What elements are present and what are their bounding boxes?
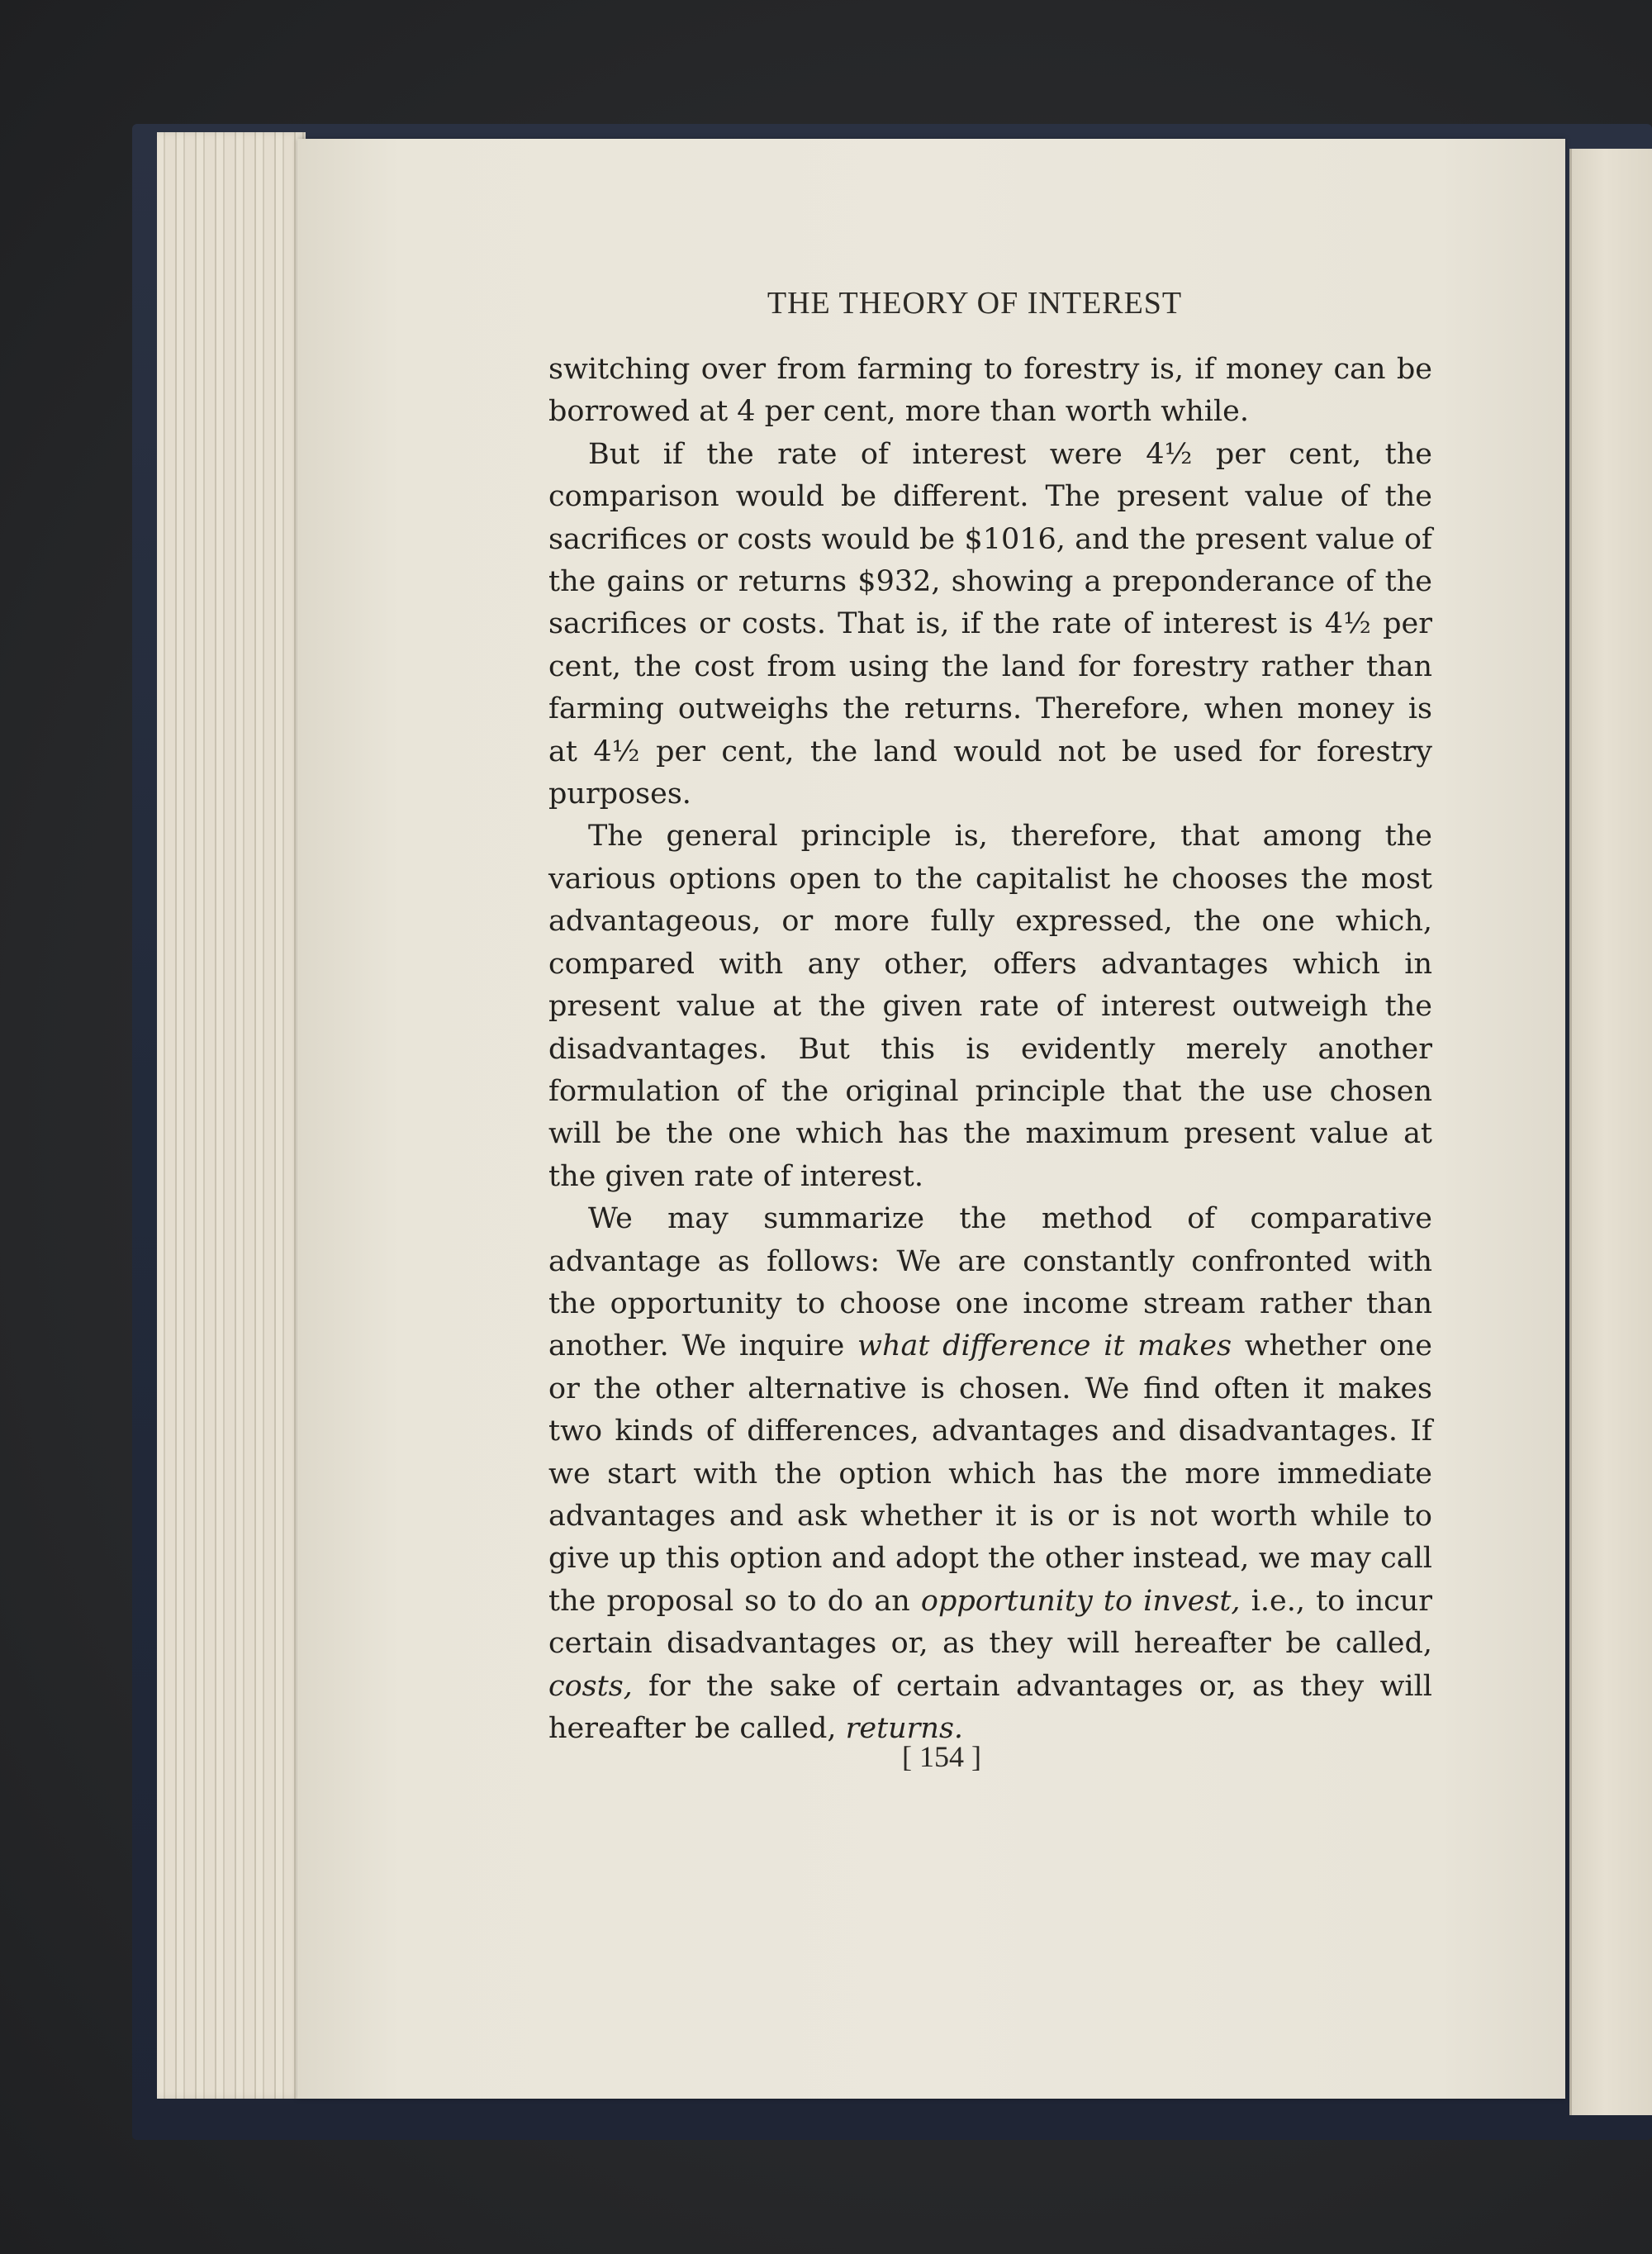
text-run: for the sake of certain advantages or, as they will hereafter be called, [548,1669,1432,1745]
italic-text: costs, [548,1669,633,1703]
text-run: i.e., to incur certain disadvantages or, as they will hereafter be called, [548,1584,1433,1661]
text-run: But if the rate of interest were 4½ per cent, the comparison would be different. The present value of the sacrifices or costs would be $1016, and the present value of the gains or returns $932, showing a preponderance of the sacrifices or costs. That is, if the rate of interest is 4½ per cent, the cost from using the land for forestry rather than farming outweighs the returns. Therefore, when money is at 4½ per cent, the land would not be used for forestry purposes. [548,437,1432,811]
italic-text: returns. [845,1712,964,1745]
text-run: switching over from farming to forestry is, if money can be borrowed at 4 per cent, more than worth while. [548,353,1432,429]
paragraph [548,816,1432,1198]
text-run: whether one or the other alternative is chosen. We find often it makes two kinds of differences, advantages and disadvantages. If we start with the option which has the more immediate advantages and ask whether it is or is not worth while to give up this option and adopt the other instead, we may call the proposal so to do an [548,1329,1433,1618]
body-text [548,349,1432,1750]
running-head: THE THEORY OF INTEREST [767,286,1183,321]
italic-text: what difference it makes [857,1329,1232,1363]
paragraph [548,1198,1432,1750]
text-run: We may summarize the method of comparative advantage as follows: We are constantly confronted with the opportunity to choose one income stream rather than another. We inquire [548,1202,1432,1363]
paragraph [548,349,1432,434]
paragraph [548,434,1432,816]
page-number: [ 154 ] [902,1740,981,1773]
text-run: The general principle is, therefore, that among the various options open to the capitalist he chooses the most advantageous, or more fully expressed, the one which, compared with any other, offers advantages which in present value at the given rate of interest outweigh the disadvantages. But this is evidently merely another formulation of the original principle that the use chosen will be the one which has the maximum present value at the given rate of interest. [548,820,1432,1193]
facing-page-edge [1569,149,1652,2115]
page-stack-edges [157,132,306,2099]
italic-text: opportunity to invest, [920,1584,1241,1618]
